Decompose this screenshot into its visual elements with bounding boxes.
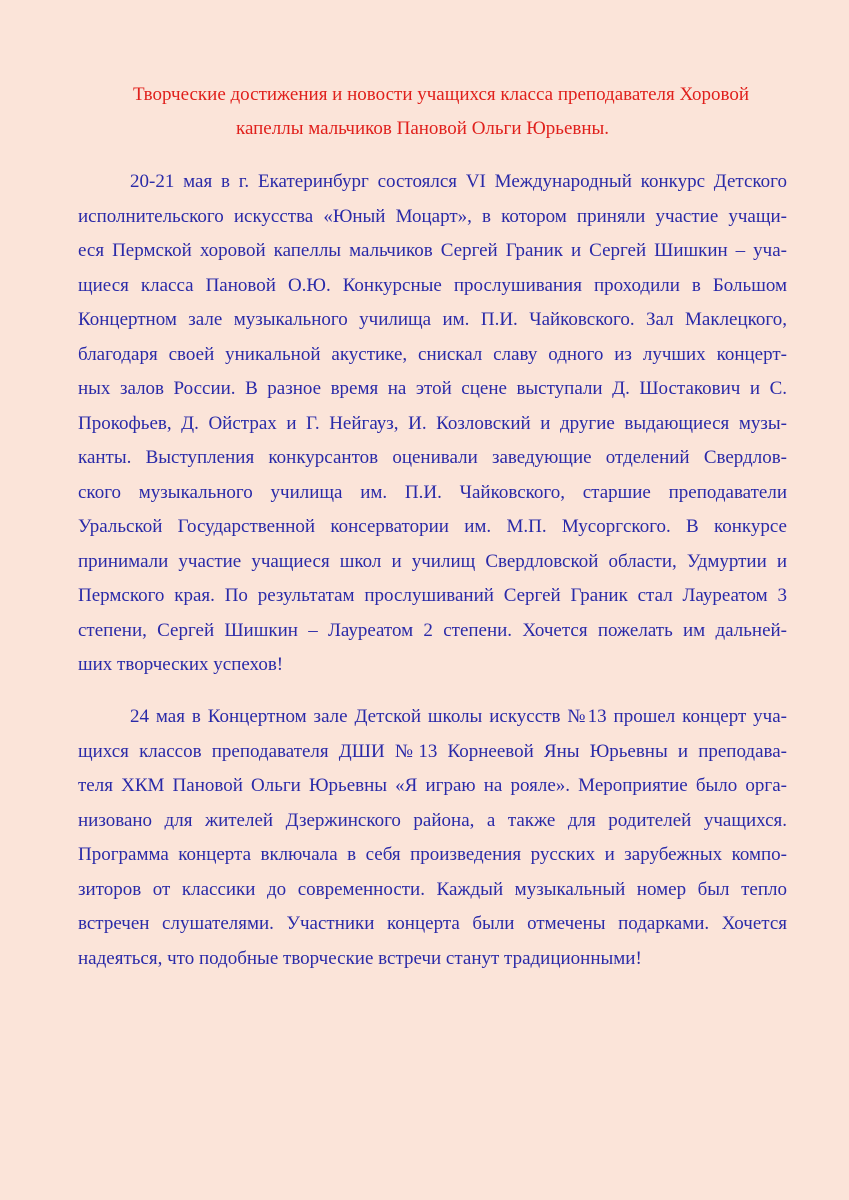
paragraph-line: степени, Сергей Шишкин – Лауреатом 2 степени. Хочется пожелать им дальней- bbox=[78, 619, 787, 641]
paragraph-line: щихся классов преподавателя ДШИ №13 Корнеевой Яны Юрьевны и преподава- bbox=[78, 740, 787, 762]
paragraph-line: Пермского края. По результатам прослушиваний Сергей Граник стал Лауреатом 3 bbox=[78, 585, 787, 606]
paragraph-line: ших творческих успехов! bbox=[78, 654, 284, 675]
paragraph-line: надеяться, что подобные творческие встречи станут традиционными! bbox=[78, 947, 642, 969]
paragraph-line: 20-21 мая в г. Екатеринбург состоялся VI Международный конкурс Детского bbox=[130, 171, 787, 192]
paragraph-line: благодаря своей уникальной акустике, снискал славу одного из лучших концерт- bbox=[78, 343, 787, 365]
paragraph-line: ных залов России. В разное время на этой сцене выступали Д. Шостакович и С. bbox=[78, 378, 787, 399]
paragraph-line: принимали участие учащиеся школ и училищ Свердловской области, Удмуртии и bbox=[78, 550, 787, 572]
paragraph-line: Уральской Государственной консерватории им. М.П. Мусоргского. В конкурсе bbox=[78, 516, 787, 537]
paragraph-line: ского музыкального училища им. П.И. Чайковского, старшие преподаватели bbox=[78, 481, 787, 503]
paragraph-line: теля ХКМ Пановой Ольги Юрьевны «Я играю на рояле». Мероприятие было орга- bbox=[78, 775, 787, 796]
paragraph-line: Прокофьев, Д. Ойстрах и Г. Нейгауз, И. Козловский и другие выдающиеся музы- bbox=[78, 412, 787, 434]
title-line-1: Творческие достижения и новости учащихся класса преподавателя Хоровой bbox=[133, 84, 750, 105]
paragraph-line: исполнительского искусства «Юный Моцарт», в котором приняли участие учащи- bbox=[78, 205, 787, 227]
paragraph-line: встречен слушателями. Участники концерта были отмечены подарками. Хочется bbox=[78, 913, 787, 934]
document-title bbox=[78, 78, 786, 146]
paragraph-line: зиторов от классики до современности. Каждый музыкальный номер был тепло bbox=[78, 878, 787, 900]
paragraph-line: 24 мая в Концертном зале Детской школы искусств №13 прошел концерт уча- bbox=[130, 706, 787, 727]
paragraph-line: еся Пермской хоровой капеллы мальчиков Сергей Граник и Сергей Шишкин – уча- bbox=[78, 240, 787, 261]
paragraph-line: Программа концерта включала в себя произведения русских и зарубежных компо- bbox=[78, 844, 787, 865]
paragraph-2 bbox=[78, 700, 787, 976]
paragraph-1 bbox=[78, 165, 787, 683]
paragraph-line: щиеся класса Пановой О.Ю. Конкурсные прослушивания проходили в Большом bbox=[78, 274, 787, 296]
paragraph-line: канты. Выступления конкурсантов оценивали заведующие отделений Свердлов- bbox=[78, 447, 787, 468]
paragraph-line: Концертном зале музыкального училища им. П.И. Чайковского. Зал Маклецкого, bbox=[78, 309, 787, 330]
paragraph-line: низовано для жителей Дзержинского района, а также для родителей учащихся. bbox=[78, 809, 787, 831]
title-line-2: капеллы мальчиков Пановой Ольги Юрьевны. bbox=[236, 118, 610, 139]
